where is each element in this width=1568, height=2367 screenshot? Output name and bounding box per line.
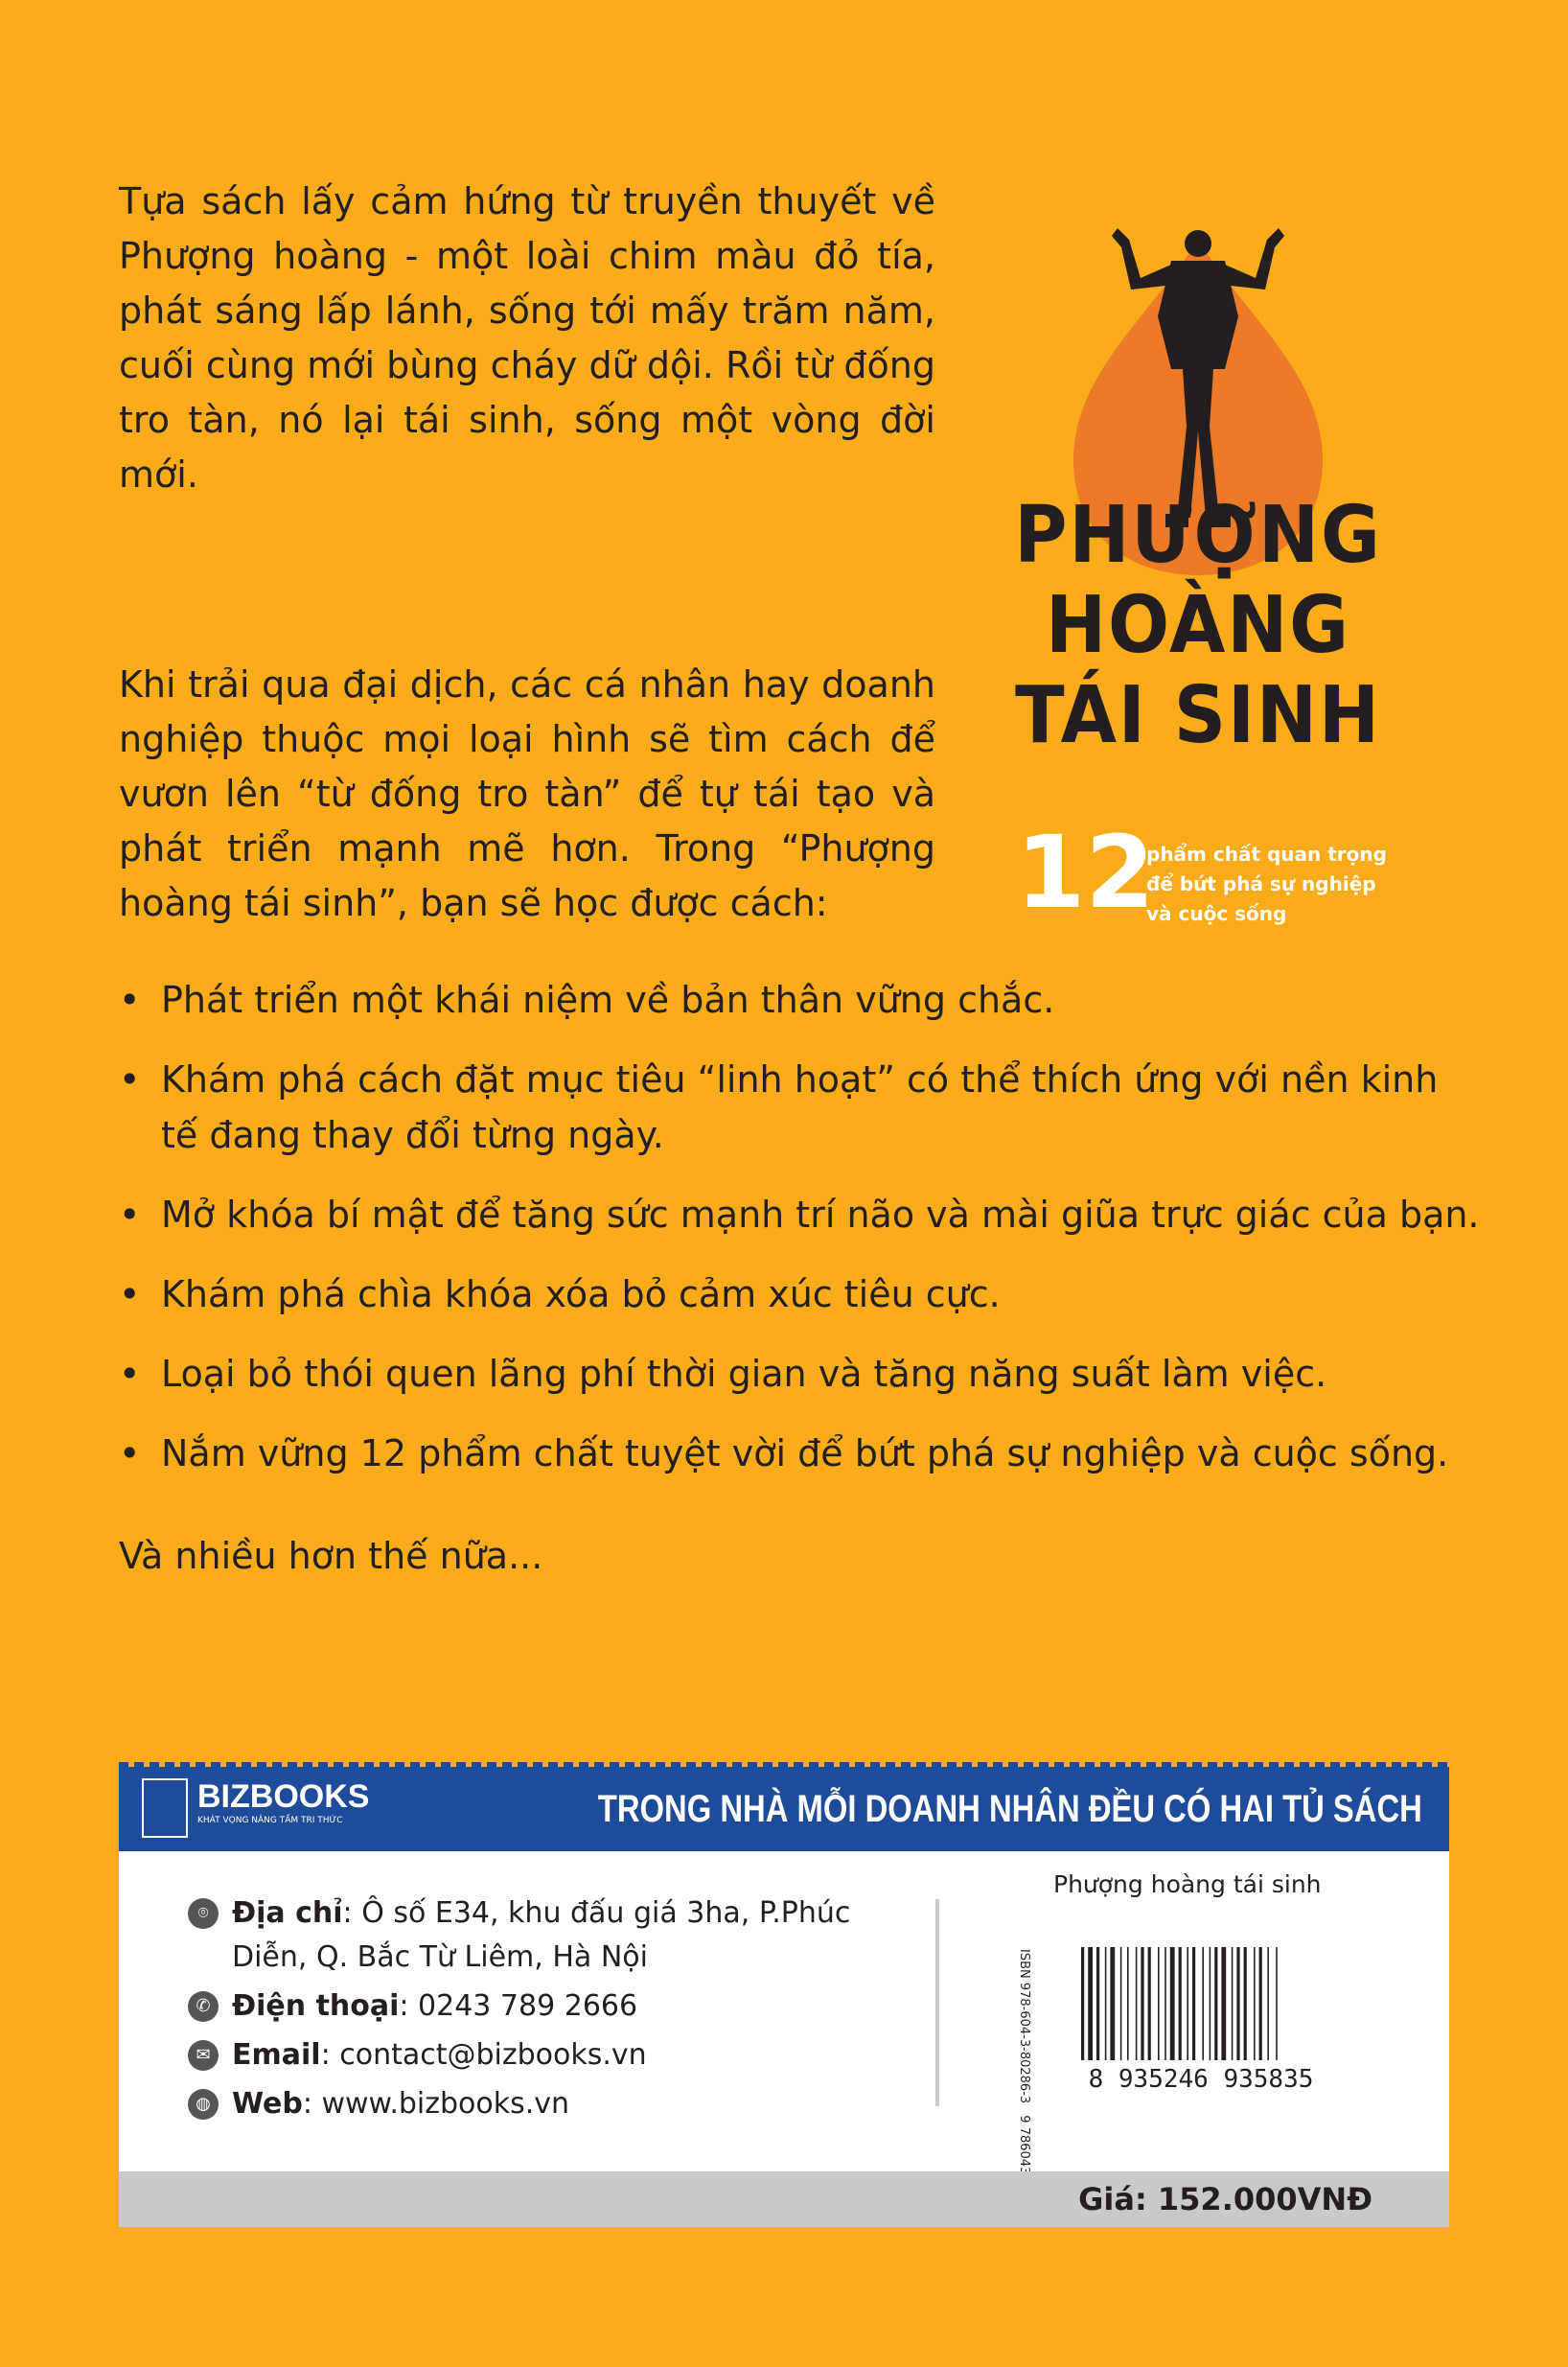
publisher-slogan: TRONG NHÀ MỖI DOANH NHÂN ĐỀU CÓ HAI TỦ SÁCH	[597, 1788, 1422, 1830]
barcode-bars	[1081, 1947, 1278, 2060]
globe-icon: ◍	[188, 2089, 219, 2120]
barcode-bar	[1110, 1947, 1115, 2060]
barcode-bar	[1179, 1947, 1182, 2060]
barcode-bar	[1081, 1947, 1084, 2060]
phone-icon: ✆	[188, 1991, 219, 2022]
barcode-bar	[1259, 1947, 1262, 2060]
bullet-icon: •	[119, 1194, 141, 1236]
barcode-number: 8 935246 935835	[1088, 2065, 1314, 2091]
bullet-icon: •	[119, 1058, 141, 1101]
barcode-bar	[1170, 1947, 1175, 2060]
barcode-bar	[1187, 1947, 1188, 2060]
barcode-bar	[1136, 1947, 1138, 2060]
barcode-bar	[1141, 1947, 1143, 2060]
barcode-bar	[1276, 1947, 1278, 2060]
bullet-icon: •	[119, 1273, 141, 1315]
price: Giá: 152.000VNĐ	[1078, 2181, 1372, 2217]
barcode-bar	[1192, 1947, 1195, 2060]
cover-title: PHƯỢNG HOÀNG TÁI SINH	[1014, 490, 1382, 761]
cover-subtitle: phẩm chất quan trọng để bứt phá sự nghiệp và cuộc sống	[1146, 843, 1387, 925]
book-name: Phượng hoàng tái sinh	[1053, 1870, 1322, 1898]
benefit-item: • Mở khóa bí mật để tăng sức mạnh trí não và mài giũa trực giác của bạn.	[119, 1187, 1480, 1242]
panel-divider	[935, 1899, 939, 2106]
benefit-item: • Khám phá chìa khóa xóa bỏ cảm xúc tiêu cực.	[119, 1266, 1480, 1322]
barcode-bar	[1214, 1947, 1217, 2060]
barcode-bar	[1096, 1947, 1099, 2060]
bullet-icon: •	[119, 1353, 141, 1395]
barcode-bar	[1158, 1947, 1160, 2060]
cover-number: 12	[1016, 814, 1155, 931]
barcode-bar	[1148, 1947, 1151, 2060]
bizbooks-logo	[142, 1778, 369, 1838]
bullet-icon: •	[119, 979, 141, 1021]
barcode-bar	[1105, 1947, 1107, 2060]
phone-row: ✆ Điện thoại: 0243 789 2666	[188, 1984, 916, 2029]
barcode-bar	[1236, 1947, 1239, 2060]
barcode-bar	[1088, 1947, 1093, 2060]
barcode-bar	[1232, 1947, 1234, 2060]
closing-text: Và nhiều hơn thế nữa...	[119, 1535, 543, 1577]
location-pin-icon: ⌾	[188, 1898, 219, 1929]
barcode-bar	[1164, 1947, 1166, 2060]
barcode-bar	[1202, 1947, 1204, 2060]
contact-block	[188, 1891, 916, 2131]
publisher-bar	[119, 1767, 1449, 1851]
barcode-bar	[1210, 1947, 1211, 2060]
isbn-text: ISBN 978-604-3-80286-3	[1017, 1949, 1031, 2104]
barcode-bar	[1221, 1947, 1226, 2060]
price-bar	[119, 2171, 1449, 2227]
barcode-bar	[1254, 1947, 1256, 2060]
barcode-bar	[1267, 1947, 1269, 2060]
benefit-item: • Khám phá cách đặt mục tiêu “linh hoạt” có thể thích ứng với nền kinh tế đang thay đổi từng ngày.	[119, 1052, 1480, 1163]
brand-tagline: KHÁT VỌNG NÂNG TẦM TRI THỨC	[197, 1816, 343, 1825]
barcode	[1077, 1947, 1325, 2091]
brand-name: BIZBOOKS	[197, 1778, 370, 1815]
benefit-list	[119, 972, 1480, 1505]
intro-paragraph-2: Khi trải qua đại dịch, các cá nhân hay doanh nghiệp thuộc mọi loại hình sẽ tìm cách để vươn lên “từ đống tro tàn” để tự tái tạo và phát triển mạnh mẽ hơn. Trong “Phượng hoàng tái sinh”, bạn sẽ học được cách:	[119, 663, 935, 924]
info-panel	[119, 1851, 1449, 2171]
benefit-item: • Nắm vững 12 phẩm chất tuyệt vời để bứt phá sự nghiệp và cuộc sống.	[119, 1426, 1480, 1481]
barcode-bar	[1244, 1947, 1247, 2060]
barcode-bar	[1120, 1947, 1122, 2060]
bizbooks-logo-icon	[142, 1778, 188, 1838]
bullet-icon: •	[119, 1432, 141, 1474]
barcode-bar	[1127, 1947, 1129, 2060]
email-row: ✉ Email: contact@bizbooks.vn	[188, 2033, 916, 2077]
intro-paragraph-1: Tựa sách lấy cảm hứng từ truyền thuyết về Phượng hoàng - một loài chim màu đỏ tía, phát sáng lấp lánh, sống tới mấy trăm năm, cuối cùng mới bùng cháy dữ dội. Rồi từ đống tro tàn, nó lại tái sinh, sống một vòng đời mới.	[119, 180, 935, 496]
benefit-item: • Loại bỏ thói quen lãng phí thời gian và tăng năng suất làm việc.	[119, 1346, 1480, 1402]
email-icon: ✉	[188, 2040, 219, 2071]
benefit-item: • Phát triển một khái niệm về bản thân vững chắc.	[119, 972, 1480, 1028]
address-row: ⌾ Địa chỉ: Ô số E34, khu đấu giá 3ha, P.Phúc Diễn, Q. Bắc Từ Liêm, Hà Nội	[188, 1891, 916, 1980]
web-row: ◍ Web: www.bizbooks.vn	[188, 2082, 916, 2126]
